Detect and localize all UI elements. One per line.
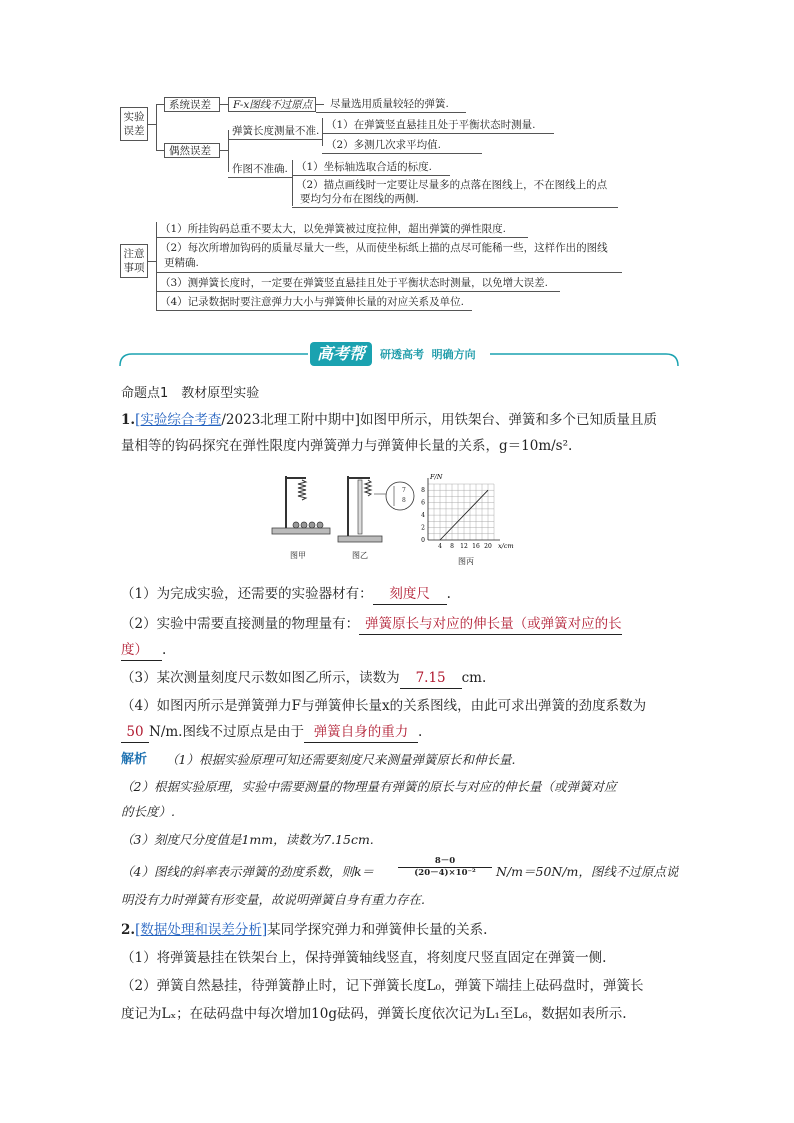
y-tick-label: 8 xyxy=(421,487,425,495)
note-item-3: （3）测弹簧长度时，一定要在弹簧竖直悬挂且处于平衡状态时测量，以免增大误差. xyxy=(160,277,549,289)
figure-a-apparatus xyxy=(268,470,338,542)
section-title: 命题点1 教材原型实验 xyxy=(121,386,260,401)
q2-part2a: （2）弹簧自然悬挂，待弹簧静止时，记下弹簧长度L₀，弹簧下端挂上砝码盘时，弹簧长 xyxy=(121,978,644,994)
note-item-4: （4）记录数据时要注意弹力大小与弹簧伸长量的对应关系及单位. xyxy=(160,296,465,308)
explanation-3: （3）刻度尺分度值是1mm，读数为7.15cm. xyxy=(121,832,374,847)
chart-ylabel: F/N xyxy=(430,473,443,481)
plot-error-fix-1: （1）坐标轴选取合适的标度. xyxy=(296,161,433,173)
x-tick-label: 16 xyxy=(472,543,480,550)
explanation-2a: （2）根据实验原理，实验中需要测量的物理量有弹簧的原长与对应的伸长量（或弹簧对应 xyxy=(121,779,617,794)
length-error-fix-1: （1）在弹簧竖直悬挂且处于平衡状态时测量. xyxy=(326,119,536,131)
svg-text:8: 8 xyxy=(402,497,406,504)
explanation-4b: N/m＝50N/m，图线不过原点说 xyxy=(496,864,679,879)
explanation-fraction: 8－0 (20－4)×10⁻² xyxy=(398,856,492,879)
explanation-1: （1）根据实验原理可知还需要刻度尺来测量弹簧原长和伸长量. xyxy=(166,752,516,767)
random-error-node: 偶然误差 xyxy=(164,143,220,158)
q1-part1: （1）为完成实验，还需要的实验器材有： 刻度尺 . xyxy=(121,584,451,605)
plot-error-fix-2a: （2）描点画线时一定要让尽量多的点落在图线上，不在图线上的点 xyxy=(296,179,608,191)
figure-b-caption: 图乙 xyxy=(352,551,368,560)
q1-answer-3: 7.15 xyxy=(400,668,462,689)
q2-part1: （1）将弹簧悬挂在铁架台上，保持弹簧轴线竖直，将刻度尺竖直固定在弹簧一侧. xyxy=(121,950,607,966)
plot-error-cause: 作图不准确. xyxy=(232,163,288,175)
q1-answer-4b: 弹簧自身的重力 xyxy=(304,722,418,743)
q1-part3: （3）某次测量刻度尺示数如图乙所示，读数为 7.15 cm. xyxy=(121,668,486,689)
length-error-fix-2: （2）多测几次求平均值. xyxy=(326,139,442,151)
explanation-2b: 的长度）. xyxy=(121,804,175,819)
y-tick-label: 6 xyxy=(421,499,425,507)
q2-tag: [数据处理和误差分析] xyxy=(135,922,268,938)
root-experiment-error: 实验误差 xyxy=(120,107,148,141)
banner-subtitle: 研透高考 明确方向 xyxy=(380,348,476,361)
svg-text:7: 7 xyxy=(402,487,406,494)
note-item-1: （1）所挂钩码总重不要太大，以免弹簧被过度拉伸，超出弹簧的弹性限度. xyxy=(160,223,507,235)
y-tick-label: 2 xyxy=(421,524,425,532)
q1-part2: （2）实验中需要直接测量的物理量有： 弹簧原长与对应的伸长量（或弹簧对应的长 xyxy=(121,614,622,635)
length-error-cause: 弹簧长度测量不准. xyxy=(232,125,320,137)
explanation-4a: （4）图线的斜率表示弹簧的劲度系数，则k＝ xyxy=(121,864,375,879)
root-notes: 注意事项 xyxy=(120,244,148,278)
chart-grid xyxy=(428,484,494,540)
q1-stem-line1: 1.[实验综合考查/2023北理工附中期中]如图甲所示，用铁架台、弹簧和多个已知质量且质 xyxy=(121,412,658,428)
q2-stem: 2.[数据处理和误差分析]某同学探究弹力和弹簧伸长量的关系. xyxy=(121,922,488,938)
q1-part4-cont: 50 N/m.图线不过原点是由于 弹簧自身的重力 . xyxy=(121,722,422,743)
system-error-node: 系统误差 xyxy=(164,97,220,112)
plot-error-fix-2b: 要均匀分布在图线的两侧. xyxy=(300,193,419,205)
system-error-fix: 尽量选用质量较轻的弹簧. xyxy=(330,98,449,110)
y-tick-label: 4 xyxy=(421,512,425,520)
explanation-label: 解析 xyxy=(121,752,148,767)
q1-part2-cont: 度） . xyxy=(121,640,166,661)
q1-answer-4a: 50 xyxy=(121,722,149,743)
x-tick-label: 12 xyxy=(460,543,468,550)
figure-b-apparatus xyxy=(336,470,416,546)
note-item-2b: 更精确. xyxy=(164,257,199,269)
system-error-cause: F-x图线不过原点 xyxy=(228,97,316,112)
x-tick-label: 4 xyxy=(438,543,442,550)
figure-c-caption: 图丙 xyxy=(458,557,474,566)
q1-answer-2b: 度） xyxy=(121,640,162,661)
x-tick-label: 20 xyxy=(484,543,492,550)
chart-xlabel: x/cm xyxy=(498,542,514,550)
q1-tag: [实验综合考查 xyxy=(135,412,222,428)
x-tick-label: 8 xyxy=(450,543,454,550)
banner-title: 高考帮 xyxy=(316,344,365,363)
q2-part2b: 度记为Lₓ；在砝码盘中每次增加10g砝码，弹簧长度依次记为L₁至L₆，数据如表所示. xyxy=(121,1006,627,1022)
q1-stem-line2: 量相等的钩码探究在弹性限度内弹簧弹力与弹簧伸长量的关系，g＝10m/s². xyxy=(121,438,573,454)
explanation-4c: 明没有力时弹簧有形变量，故说明弹簧自身有重力存在. xyxy=(121,892,425,907)
q1-answer-1: 刻度尺 xyxy=(373,584,447,605)
note-item-2a: （2）每次所增加钩码的质量尽量大一些，从而使坐标纸上描的点尽可能稀一些，这样作出的图线 xyxy=(160,242,608,254)
q1-part4: （4）如图丙所示是弹簧弹力F与弹簧伸长量x的关系图线，由此可求出弹簧的劲度系数为 xyxy=(121,698,647,714)
figure-c-chart xyxy=(418,472,518,552)
y-tick-label: 0 xyxy=(421,537,425,544)
q1-answer-2a: 弹簧原长与对应的伸长量（或弹簧对应的长 xyxy=(359,614,622,635)
figure-a-caption: 图甲 xyxy=(290,551,306,560)
